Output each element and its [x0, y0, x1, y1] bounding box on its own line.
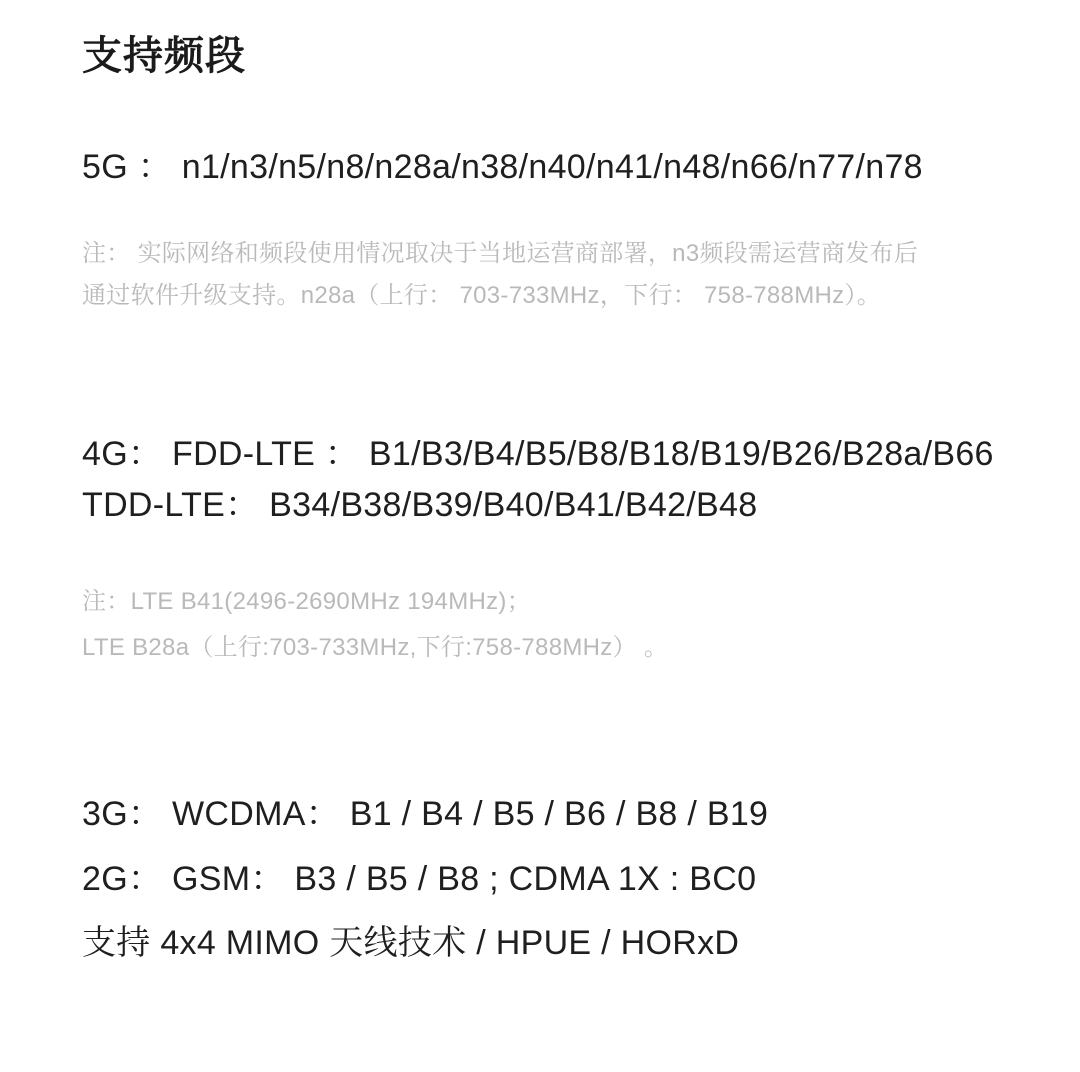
band-4g-note-line-2: LTE B28a（上行:703-733MHz,下行:758-788MHz） 。	[82, 633, 669, 661]
band-4g-fdd-lte: 4G： FDD-LTE ： B1/B3/B4/B5/B8/B18/B19/B26/B28a/B66	[82, 435, 994, 473]
band-5g-note-line-1: 注： 实际网络和频段使用情况取决于当地运营商部署，n3频段需运营商发布后	[82, 240, 919, 267]
band-5g-spec: 5G ： n1/n3/n5/n8/n28a/n38/n40/n41/n48/n66/n77/n78	[82, 148, 923, 186]
band-4g-note-line-1: 注：LTE B41(2496-2690MHz 194MHz)；	[82, 588, 532, 615]
band-3g-wcdma: 3G： WCDMA： B1 / B4 / B5 / B6 / B8 / B19	[82, 795, 769, 834]
band-section-5g	[82, 142, 998, 317]
band-4g-tdd-lte: TDD-LTE： B34/B38/B39/B40/B41/B42/B48	[82, 486, 758, 524]
band-5g-note-line-2: 通过软件升级支持。n28a（上行： 703-733MHz，下行： 758-788MHz）。	[82, 282, 882, 309]
band-2g-gsm-cdma: 2G： GSM： B3 / B5 / B8 ; CDMA 1X : BC0	[82, 859, 757, 898]
page-title: 支持频段	[82, 34, 246, 78]
band-section-4g	[82, 429, 998, 670]
antenna-technology: 支持 4x4 MIMO 天线技术 / HPUE / HORxD	[82, 924, 740, 963]
band-section-legacy	[82, 782, 998, 976]
